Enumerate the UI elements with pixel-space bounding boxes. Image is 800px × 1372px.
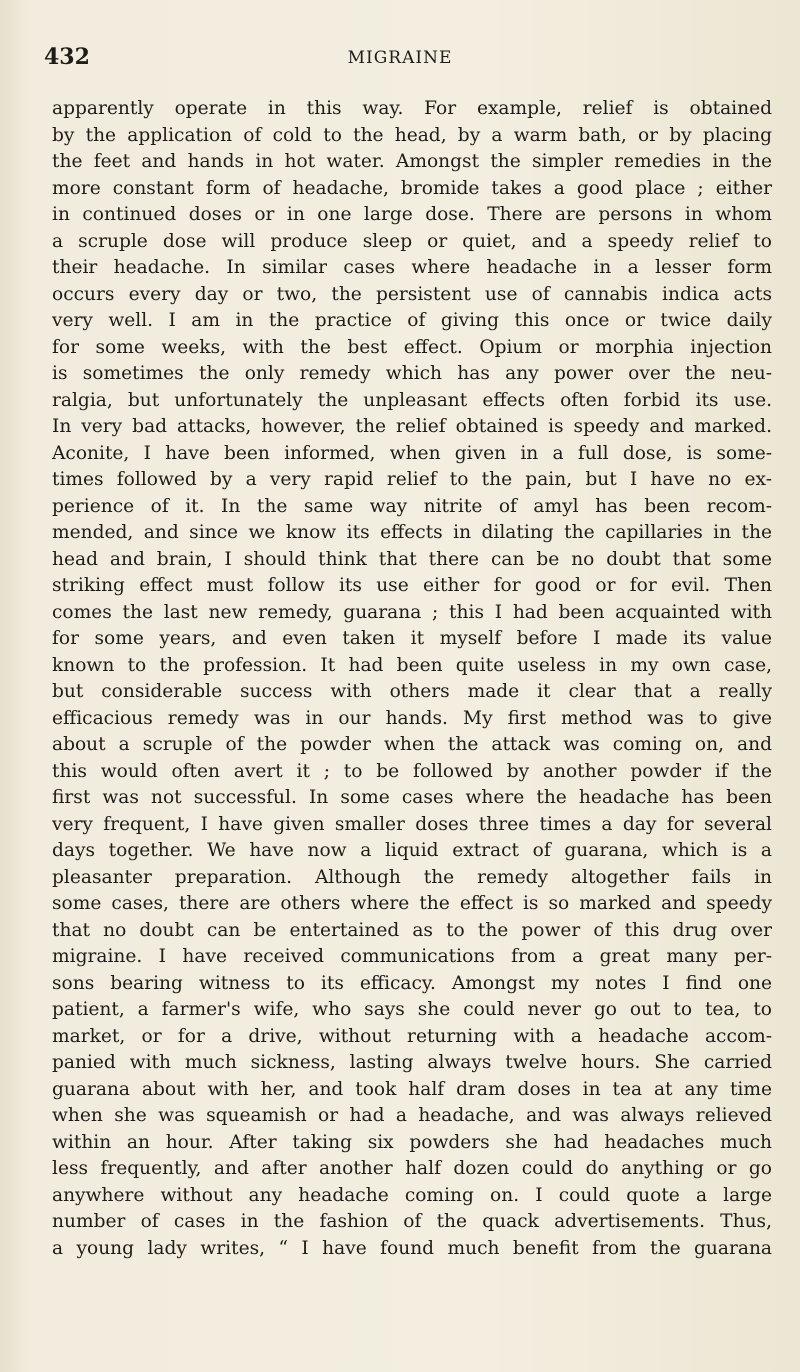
text-line: guarana about with her, and took half dram doses in tea at any time <box>52 1078 772 1100</box>
text-line: known to the profession. It had been quite useless in my own case, <box>52 654 772 676</box>
text-line: market, or for a drive, without returning with a headache accom- <box>52 1025 772 1047</box>
text-line: by the application of cold to the head, by a warm bath, or by placing <box>52 124 772 146</box>
text-line: within an hour. After taking six powders she had headaches much <box>52 1131 772 1153</box>
running-head: MIGRAINE <box>347 48 453 68</box>
text-line: a scruple dose will produce sleep or quiet, and a speedy relief to <box>52 230 772 252</box>
text-line: times followed by a very rapid relief to the pain, but I have no ex- <box>52 469 772 490</box>
text-line: for some years, and even taken it myself before I made its value <box>52 628 772 649</box>
text-line: more constant form of headache, bromide takes a good place ; either <box>52 177 772 199</box>
text-line: their headache. In similar cases where headache in a lesser form <box>52 257 772 278</box>
text-line: when she was squeamish or had a headache, and was always relieved <box>52 1105 772 1126</box>
text-line: head and brain, I should think that there can be no doubt that some <box>52 548 772 570</box>
text-line: perience of it. In the same way nitrite of amyl has been recom- <box>52 495 772 517</box>
text-line: a young lady writes, “ I have found much benefit from the guarana <box>52 1237 772 1259</box>
text-line: sons bearing witness to its efficacy. Amongst my notes I find one <box>52 972 772 994</box>
text-line: about a scruple of the powder when the attack was coming on, and <box>52 734 772 755</box>
text-line: less frequently, and after another half dozen could do anything or go <box>52 1158 772 1179</box>
text-line: apparently operate in this way. For example, relief is obtained <box>52 98 772 119</box>
text-line: for some weeks, with the best effect. Opium or morphia injection <box>52 336 772 358</box>
text-line: comes the last new remedy, guarana ; this I had been acquainted with <box>52 601 772 623</box>
text-line: very frequent, I have given smaller doses three times a day for several <box>52 813 772 835</box>
text-line: days together. We have now a liquid extract of guarana, which is a <box>52 840 772 861</box>
text-line: mended, and since we know its effects in dilating the capillaries in the <box>52 522 772 543</box>
text-line: anywhere without any headache coming on. I could quote a large <box>52 1184 772 1206</box>
text-line: number of cases in the fashion of the quack advertisements. Thus, <box>52 1211 772 1232</box>
text-line: that no doubt can be entertained as to the power of this drug over <box>52 919 772 941</box>
text-line: efficacious remedy was in our hands. My first method was to give <box>52 707 772 729</box>
text-line: ralgia, but unfortunately the unpleasant effects often forbid its use. <box>52 389 772 411</box>
text-line: first was not successful. In some cases where the headache has been <box>52 787 772 808</box>
text-line: patient, a farmer's wife, who says she could never go out to tea, to <box>52 999 772 1020</box>
text-line: this would often avert it ; to be followed by another powder if the <box>52 760 772 782</box>
text-line: the feet and hands in hot water. Amongst the simpler remedies in the <box>52 151 772 172</box>
text-line: striking effect must follow its use either for good or for evil. Then <box>52 575 772 596</box>
text-line: some cases, there are others where the effect is so marked and speedy <box>52 893 772 914</box>
text-line: In very bad attacks, however, the relief obtained is speedy and marked. <box>52 416 772 437</box>
text-line: but considerable success with others made it clear that a really <box>52 681 772 702</box>
page-number: 432 <box>44 44 90 70</box>
text-line: is sometimes the only remedy which has any power over the neu- <box>52 363 772 384</box>
body-paragraph <box>52 96 772 1262</box>
text-line: in continued doses or in one large dose. There are persons in whom <box>52 204 772 225</box>
text-line: migraine. I have received communications from a great many per- <box>52 946 772 967</box>
text-line: Aconite, I have been informed, when given in a full dose, is some- <box>52 442 772 464</box>
text-line: very well. I am in the practice of giving this once or twice daily <box>52 310 772 331</box>
text-line: occurs every day or two, the persistent use of cannabis indica acts <box>52 283 772 305</box>
text-line: pleasanter preparation. Although the remedy altogether fails in <box>52 866 772 888</box>
text-line: panied with much sickness, lasting always twelve hours. She carried <box>52 1052 772 1073</box>
